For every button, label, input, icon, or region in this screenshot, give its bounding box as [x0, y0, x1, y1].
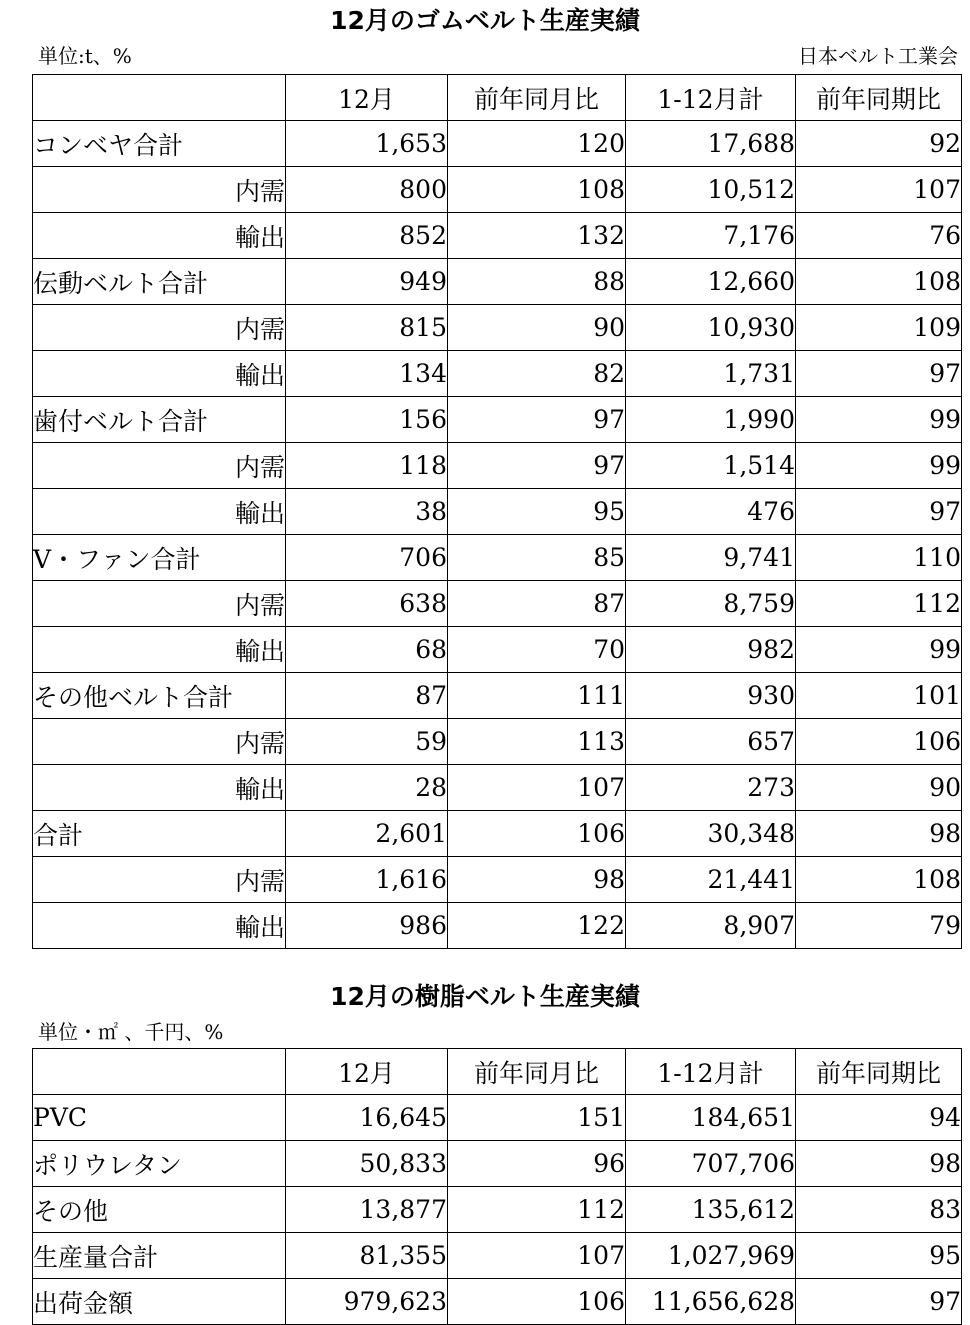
table-row	[33, 489, 962, 535]
value-cell: 112	[796, 581, 962, 627]
row-label: 内需	[33, 857, 286, 903]
column-header: 前年同期比	[796, 75, 962, 121]
row-label: 内需	[33, 305, 286, 351]
value-cell: 11,656,628	[626, 1279, 796, 1325]
value-cell: 17,688	[626, 121, 796, 167]
value-cell: 800	[286, 167, 448, 213]
table-row	[33, 811, 962, 857]
value-cell: 949	[286, 259, 448, 305]
value-cell: 85	[448, 535, 626, 581]
row-label: 輸出	[33, 213, 286, 259]
value-cell: 21,441	[626, 857, 796, 903]
value-cell: 10,512	[626, 167, 796, 213]
row-label: 内需	[33, 719, 286, 765]
table-row	[33, 627, 962, 673]
value-cell: 81,355	[286, 1233, 448, 1279]
value-cell: 97	[448, 443, 626, 489]
rubber-belt-title: 12月のゴムベルト生産実績	[330, 6, 640, 35]
column-header: 1-12月計	[626, 1049, 796, 1095]
header-row	[33, 1049, 962, 1095]
row-label: その他	[33, 1187, 286, 1233]
table-row	[33, 1095, 962, 1141]
row-label: ポリウレタン	[33, 1141, 286, 1187]
value-cell: 109	[796, 305, 962, 351]
table-row	[33, 765, 962, 811]
value-cell: 1,731	[626, 351, 796, 397]
row-label: PVC	[33, 1095, 286, 1141]
value-cell: 1,990	[626, 397, 796, 443]
value-cell: 106	[448, 811, 626, 857]
value-cell: 88	[448, 259, 626, 305]
value-cell: 107	[796, 167, 962, 213]
row-label: コンベヤ合計	[33, 121, 286, 167]
value-cell: 68	[286, 627, 448, 673]
value-cell: 7,176	[626, 213, 796, 259]
value-cell: 97	[796, 351, 962, 397]
value-cell: 99	[796, 627, 962, 673]
row-label: 伝動ベルト合計	[33, 259, 286, 305]
value-cell: 8,759	[626, 581, 796, 627]
value-cell: 108	[796, 259, 962, 305]
value-cell: 90	[448, 305, 626, 351]
table-row	[33, 351, 962, 397]
value-cell: 2,601	[286, 811, 448, 857]
value-cell: 92	[796, 121, 962, 167]
value-cell: 30,348	[626, 811, 796, 857]
table-row	[33, 1187, 962, 1233]
value-cell: 815	[286, 305, 448, 351]
row-label: 出荷金額	[33, 1279, 286, 1325]
value-cell: 59	[286, 719, 448, 765]
value-cell: 107	[448, 1233, 626, 1279]
column-header: 前年同月比	[448, 75, 626, 121]
table-row	[33, 857, 962, 903]
row-label: その他ベルト合計	[33, 673, 286, 719]
value-cell: 979,623	[286, 1279, 448, 1325]
row-label: 歯付ベルト合計	[33, 397, 286, 443]
value-cell: 10,930	[626, 305, 796, 351]
column-header: 12月	[286, 1049, 448, 1095]
value-cell: 151	[448, 1095, 626, 1141]
value-cell: 96	[448, 1141, 626, 1187]
value-cell: 107	[448, 765, 626, 811]
row-label: 輸出	[33, 903, 286, 949]
value-cell: 134	[286, 351, 448, 397]
value-cell: 1,514	[626, 443, 796, 489]
value-cell: 113	[448, 719, 626, 765]
row-label: V・ファン合計	[33, 535, 286, 581]
value-cell: 132	[448, 213, 626, 259]
value-cell: 70	[448, 627, 626, 673]
value-cell: 184,651	[626, 1095, 796, 1141]
value-cell: 1,027,969	[626, 1233, 796, 1279]
table-row	[33, 213, 962, 259]
value-cell: 82	[448, 351, 626, 397]
value-cell: 476	[626, 489, 796, 535]
table-row	[33, 719, 962, 765]
column-header: 前年同月比	[448, 1049, 626, 1095]
row-label: 輸出	[33, 627, 286, 673]
value-cell: 1,653	[286, 121, 448, 167]
row-label: 輸出	[33, 765, 286, 811]
table-row	[33, 259, 962, 305]
resin-belt-table	[32, 1048, 962, 1325]
value-cell: 110	[796, 535, 962, 581]
value-cell: 16,645	[286, 1095, 448, 1141]
value-cell: 99	[796, 397, 962, 443]
value-cell: 108	[448, 167, 626, 213]
value-cell: 90	[796, 765, 962, 811]
value-cell: 97	[796, 1279, 962, 1325]
resin-belt-title: 12月の樹脂ベルト生産実績	[330, 982, 640, 1011]
header-row	[33, 75, 962, 121]
table-row	[33, 305, 962, 351]
value-cell: 97	[796, 489, 962, 535]
column-header: 1-12月計	[626, 75, 796, 121]
value-cell: 101	[796, 673, 962, 719]
row-label: 内需	[33, 167, 286, 213]
table-row	[33, 903, 962, 949]
rubber-table-body	[33, 75, 962, 949]
column-header: 12月	[286, 75, 448, 121]
value-cell: 852	[286, 213, 448, 259]
table-row	[33, 1233, 962, 1279]
rubber-unit-label: 単位:t、%	[38, 44, 132, 68]
row-label: 輸出	[33, 489, 286, 535]
column-header: 前年同期比	[796, 1049, 962, 1095]
value-cell: 12,660	[626, 259, 796, 305]
value-cell: 98	[448, 857, 626, 903]
value-cell: 118	[286, 443, 448, 489]
value-cell: 87	[448, 581, 626, 627]
value-cell: 156	[286, 397, 448, 443]
value-cell: 83	[796, 1187, 962, 1233]
value-cell: 8,907	[626, 903, 796, 949]
row-label: 生産量合計	[33, 1233, 286, 1279]
value-cell: 930	[626, 673, 796, 719]
value-cell: 95	[448, 489, 626, 535]
row-label: 合計	[33, 811, 286, 857]
value-cell: 13,877	[286, 1187, 448, 1233]
value-cell: 98	[796, 811, 962, 857]
value-cell: 9,741	[626, 535, 796, 581]
value-cell: 657	[626, 719, 796, 765]
value-cell: 120	[448, 121, 626, 167]
value-cell: 98	[796, 1141, 962, 1187]
value-cell: 106	[796, 719, 962, 765]
value-cell: 982	[626, 627, 796, 673]
value-cell: 986	[286, 903, 448, 949]
value-cell: 706	[286, 535, 448, 581]
table-row	[33, 1141, 962, 1187]
value-cell: 108	[796, 857, 962, 903]
source-organization: 日本ベルト工業会	[798, 44, 958, 68]
row-label: 内需	[33, 581, 286, 627]
value-cell: 1,616	[286, 857, 448, 903]
value-cell: 94	[796, 1095, 962, 1141]
table-row	[33, 167, 962, 213]
header-blank-cell	[33, 75, 286, 121]
value-cell: 122	[448, 903, 626, 949]
rubber-belt-table	[32, 74, 962, 949]
value-cell: 28	[286, 765, 448, 811]
value-cell: 707,706	[626, 1141, 796, 1187]
value-cell: 76	[796, 213, 962, 259]
value-cell: 99	[796, 443, 962, 489]
table-row	[33, 443, 962, 489]
value-cell: 50,833	[286, 1141, 448, 1187]
table-row	[33, 121, 962, 167]
value-cell: 97	[448, 397, 626, 443]
value-cell: 106	[448, 1279, 626, 1325]
value-cell: 135,612	[626, 1187, 796, 1233]
resin-table-body	[33, 1049, 962, 1325]
table-row	[33, 1279, 962, 1325]
table-row	[33, 581, 962, 627]
value-cell: 87	[286, 673, 448, 719]
value-cell: 273	[626, 765, 796, 811]
value-cell: 79	[796, 903, 962, 949]
table-row	[33, 535, 962, 581]
row-label: 内需	[33, 443, 286, 489]
row-label: 輸出	[33, 351, 286, 397]
value-cell: 95	[796, 1233, 962, 1279]
value-cell: 38	[286, 489, 448, 535]
table-row	[33, 673, 962, 719]
table-row	[33, 397, 962, 443]
value-cell: 112	[448, 1187, 626, 1233]
resin-unit-label: 単位・㎡ 、千円、%	[38, 1020, 224, 1044]
header-blank-cell	[33, 1049, 286, 1095]
value-cell: 111	[448, 673, 626, 719]
value-cell: 638	[286, 581, 448, 627]
